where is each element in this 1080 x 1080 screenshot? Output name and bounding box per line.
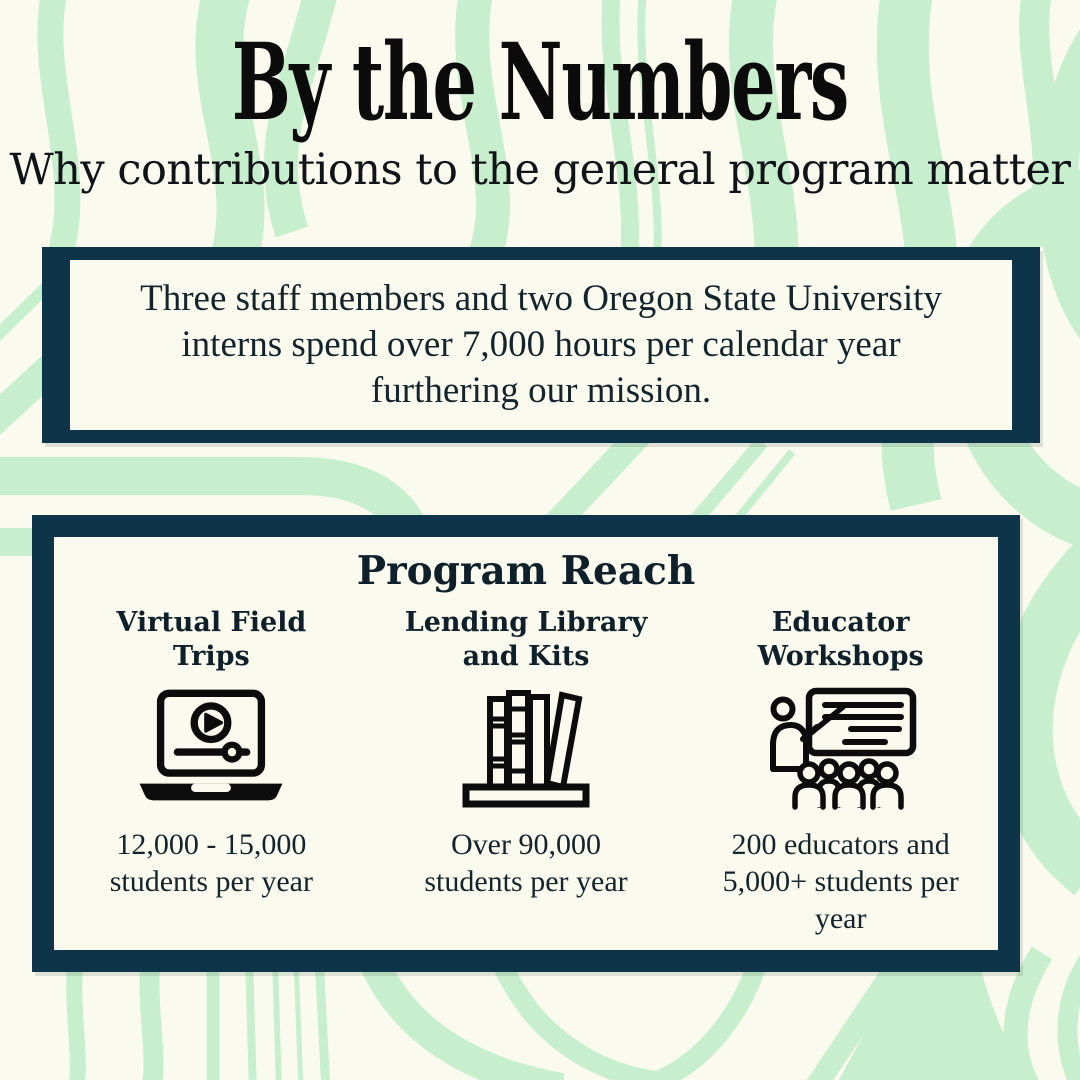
column-heading-text: Virtual Field Trips [116, 606, 307, 673]
column-stat: 200 educators and 5,000+ students per year [722, 827, 959, 936]
bookshelf-books-icon [369, 684, 684, 816]
laptop-video-player-icon [54, 684, 369, 816]
column-heading [54, 606, 369, 678]
column-stat: Over 90,000 students per year [424, 827, 628, 898]
column-virtual-field-trips [54, 606, 369, 938]
program-reach-title: Program Reach [356, 548, 696, 594]
page-title-text: By the Numbers [231, 19, 849, 144]
staff-hours-text: Three staff members and two Oregon State University interns spend over 7,000 hours per calendar year furthering our mission. [140, 278, 942, 411]
column-lending-library [369, 606, 684, 938]
page-title [0, 19, 1080, 144]
page-subtitle: Why contributions to the general program matter [9, 145, 1071, 195]
program-reach-columns [54, 606, 998, 938]
column-heading-text: Lending Library and Kits [404, 606, 648, 673]
column-heading [683, 606, 998, 678]
column-heading [369, 606, 684, 678]
column-educator-workshops [683, 606, 998, 938]
column-stat: 12,000 - 15,000 students per year [109, 827, 313, 898]
staff-hours-box [42, 247, 1040, 443]
program-reach-box [32, 515, 1020, 972]
column-heading-text: Educator Workshops [757, 606, 924, 673]
presenter-whiteboard-audience-icon [683, 684, 998, 816]
